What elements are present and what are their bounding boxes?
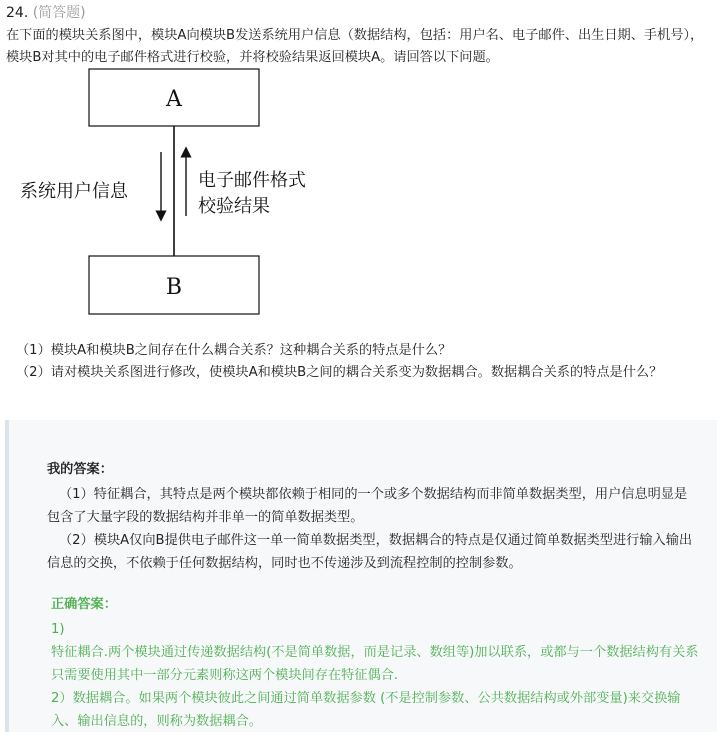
module-a-label: A xyxy=(166,87,182,112)
my-answer-p1: （1）特征耦合，其特点是两个模块都依赖于相同的一个或多个数据结构而非简单数据类型，用户信息明显是包含了大量字段的数据结构并非单一的简单数据类型。 xyxy=(47,487,688,525)
question-number: 24. xyxy=(6,5,29,21)
right-flow-label-2: 校验结果 xyxy=(198,196,270,217)
correct-answer-title: 正确答案： xyxy=(51,597,117,612)
sub-question-2: （2）请对模块关系图进行修改，使模块A和模块B之间的耦合关系变为数据耦合。数据耦合关系的特点是什么？ xyxy=(16,365,663,380)
right-flow-label-1: 电子邮件格式 xyxy=(198,170,306,191)
my-answer-p2: （2）模块A仅向B提供电子邮件这一单一简单数据类型，数据耦合的特点是仅通过简单数据类型进行输入输出信息的交换，不依赖于任何数据结构，同时也不传递涉及到流程控制的控制参数。 xyxy=(47,533,693,571)
sub-question-1: （1）模块A和模块B之间存在什么耦合关系？这种耦合关系的特点是什么？ xyxy=(16,343,452,358)
question-header xyxy=(6,3,86,23)
correct-answer-l2: 特征耦合.两个模块通过传递数据结构(不是简单数据，而是记录、数组等)加以联系，或都与一个数据结构有关系只需要使用其中一部分元素则称这两个模块间存在特征偶合. xyxy=(51,645,699,683)
correct-answer-l3: 2）数据耦合。如果两个模块彼此之间通过简单数据参数 (不是控制参数、公共数据结构或外部变量)来交换输入、输出信息的，则称为数据耦合。 xyxy=(51,691,681,729)
my-answer-title: 我的答案： xyxy=(47,462,113,477)
module-b-label: B xyxy=(165,275,183,300)
correct-answer-l1: 1) xyxy=(51,622,65,637)
question-stem: 在下面的模块关系图中，模块A向模块B发送系统用户信息（数据结构，包括：用户名、电子邮件、出生日期、手机号），模块B对其中的电子邮件格式进行校验，并将校验结果返回模块A。请回答以下问题。 xyxy=(6,28,704,65)
question-type: (简答题) xyxy=(32,5,86,21)
left-flow-label: 系统用户信息 xyxy=(20,181,128,202)
module-diagram xyxy=(0,60,360,330)
